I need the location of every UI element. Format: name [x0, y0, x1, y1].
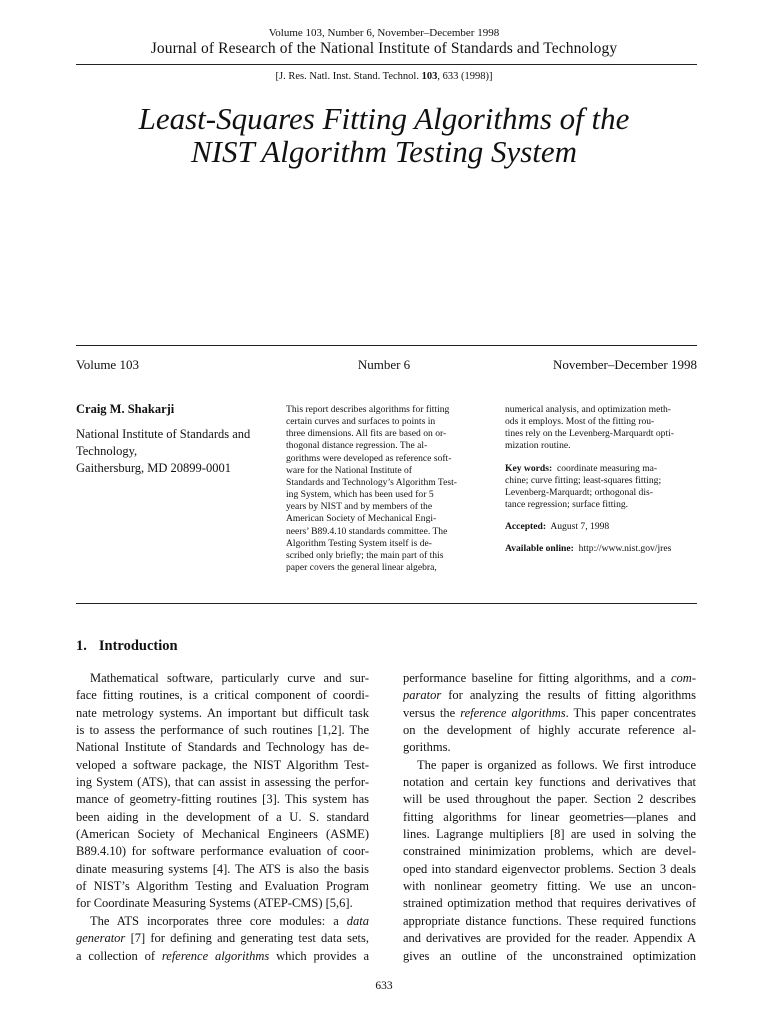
available-line	[505, 543, 700, 555]
text-line: Standards and Technology’s Algorithm Test-	[286, 476, 457, 488]
body-column-2	[403, 670, 696, 965]
text-line: thogonal distance regression. The al-	[286, 440, 428, 452]
text-line: Algorithm Testing System itself is de-	[286, 537, 432, 549]
abstract-continuation	[505, 404, 700, 453]
body-line: notation and certain key functions and derivatives that	[403, 775, 696, 790]
paper-title	[0, 102, 768, 168]
text-line: three dimensions. All fits are based on or-	[286, 428, 447, 440]
body-line: lines. Lagrange multipliers [8] are used in solving the	[403, 827, 696, 842]
body-line: with nonlinear geometry fitting. We use an uncon-	[403, 879, 696, 894]
meta-date: November–December 1998	[552, 357, 697, 372]
body-line: (American Society of Mechanical Engineers (ASME)	[76, 827, 369, 842]
text-line: ing System, which has been used for 5	[286, 489, 434, 501]
text-line: paper covers the general linear algebra,	[286, 562, 437, 574]
body-line: dinate measuring systems [4]. The ATS is also the basis	[76, 861, 369, 876]
section-title: Introduction	[98, 638, 178, 654]
affiliation-line: National Institute of Standards and	[76, 427, 251, 441]
accepted-line	[505, 521, 700, 533]
body-line: parator for analyzing the results of fitting algorithms	[403, 688, 696, 703]
body-line: performance baseline for fitting algorithms, and a com-	[403, 671, 696, 685]
body-line: B89.4.10) for software performance evaluation of coor-	[76, 844, 369, 859]
text-line: gorithms were developed as reference soft-	[286, 452, 452, 464]
keywords-line: chine; curve fitting; least-squares fitting;	[505, 474, 662, 486]
keywords-text: coordinate measuring ma-	[556, 462, 658, 474]
body-line: strained optimization method that requires derivatives of	[403, 896, 696, 911]
section-number: 1.	[76, 638, 87, 654]
header-rule	[76, 64, 697, 65]
body-line: nate metrology systems. An important but difficult task	[76, 705, 369, 720]
available-block	[505, 543, 700, 555]
abstract-column-1	[286, 404, 476, 574]
text-line: mization routine.	[505, 440, 571, 452]
text-line: ware for the National Institute of	[286, 464, 413, 476]
section-heading	[76, 638, 178, 655]
body-line: versus the reference algorithms. This paper concentrates	[403, 705, 696, 720]
keywords-line: tance regression; surface fitting.	[505, 499, 629, 511]
body-line: gorithms.	[403, 740, 451, 755]
accepted-label: Accepted:	[505, 521, 547, 533]
body-column-1	[76, 670, 369, 965]
available-label: Available online:	[505, 543, 574, 555]
text-line: numerical analysis, and optimization meth-	[505, 404, 671, 415]
accepted-date: August 7, 1998	[550, 521, 610, 533]
page-number: 633	[375, 980, 393, 992]
text-line: certain curves and surfaces to points in	[286, 416, 436, 428]
body-line: for Coordinate Measuring Systems (ATEP-CMS) [5,6].	[76, 896, 353, 911]
text-line: ods it employs. Most of the fitting rou-	[505, 416, 655, 428]
body-line: gives an outline of the unconstrained optimization	[403, 948, 696, 963]
body-line: of NIST’s Algorithm Testing and Evaluation Program	[76, 879, 369, 894]
keywords-label: Key words:	[505, 462, 553, 474]
author-affiliation	[76, 426, 276, 476]
body-line: Mathematical software, particularly curve and sur-	[90, 671, 369, 685]
meta-top-rule	[76, 345, 697, 346]
body-line: been aiding in the development of a U. S. standard	[76, 809, 369, 824]
author-name: Craig M. Shakarji	[76, 402, 175, 416]
title-line-2: NIST Algorithm Testing System	[190, 134, 578, 169]
keywords-block	[505, 463, 700, 512]
body-line: ing System (ATS), that can assist in assessing the perfor-	[76, 775, 369, 790]
body-line: on the development of highly accurate reference al-	[403, 723, 696, 738]
body-line: The ATS incorporates three core modules: a data	[90, 913, 369, 928]
body-line: constrained minimization problems, which are devel-	[403, 844, 696, 859]
text-line: years by NIST and by members of the	[286, 501, 433, 513]
text-line: This report describes algorithms for fitting	[286, 404, 450, 415]
accepted-block	[505, 521, 700, 533]
meta-number: Number 6	[357, 357, 411, 372]
body-line: will be used throughout the paper. Section 2 describes	[403, 792, 696, 807]
citation-volume: 103	[421, 71, 438, 82]
text-line: neers’ B89.4.10 standards committee. The	[286, 525, 448, 537]
body-line: face fitting routines, is a critical component of coordi-	[76, 688, 369, 703]
body-line: oped into standard eigenvector problems. Section 3 deals	[403, 861, 696, 876]
available-url[interactable]: http://www.nist.gov/jres	[578, 543, 672, 555]
citation-prefix: [J. Res. Natl. Inst. Stand. Technol.	[275, 71, 422, 82]
keywords-line	[505, 463, 700, 475]
journal-title: Journal of Research of the National Institute of Standards and Technology	[150, 40, 618, 57]
keywords-line: Levenberg-Marquardt; orthogonal dis-	[505, 486, 653, 498]
body-line: and derivatives are provided for the reader. Appendix A	[403, 931, 696, 946]
text-line: tines rely on the Levenberg-Marquardt opti-	[505, 428, 674, 440]
body-line: veloped a software package, the NIST Algorithm Test-	[76, 757, 369, 772]
abstract-bottom-rule	[76, 603, 697, 604]
body-line: generator [7] for defining and generating test data sets,	[76, 931, 369, 946]
volume-issue-line: Volume 103, Number 6, November–December 1998	[268, 27, 500, 39]
meta-volume: Volume 103	[76, 357, 139, 372]
affiliation-line: Technology,	[76, 443, 138, 458]
body-line: is to assess the performance of such routines [1,2]. The	[76, 723, 369, 738]
body-line: The paper is organized as follows. We first introduce	[417, 757, 696, 772]
abstract-column-2	[505, 404, 700, 556]
text-line: scribed only briefly; the main part of this	[286, 549, 444, 561]
body-line: fitting algorithms for linear geometries—planes and	[403, 809, 696, 824]
body-line: a collection of reference algorithms which provides a	[76, 948, 369, 963]
title-line-1: Least-Squares Fitting Algorithms of the	[138, 101, 630, 136]
body-line: mance of geometry-fitting routines [3]. This system has	[76, 792, 369, 807]
citation	[0, 71, 768, 82]
citation-suffix: , 633 (1998)]	[437, 71, 493, 82]
text-line: American Society of Mechanical Engi-	[286, 513, 437, 525]
body-line: appropriate distance functions. These required functions	[403, 913, 696, 928]
affiliation-line: Gaithersburg, MD 20899-0001	[76, 460, 231, 475]
body-line: National Institute of Standards and Technology has de-	[76, 740, 369, 755]
